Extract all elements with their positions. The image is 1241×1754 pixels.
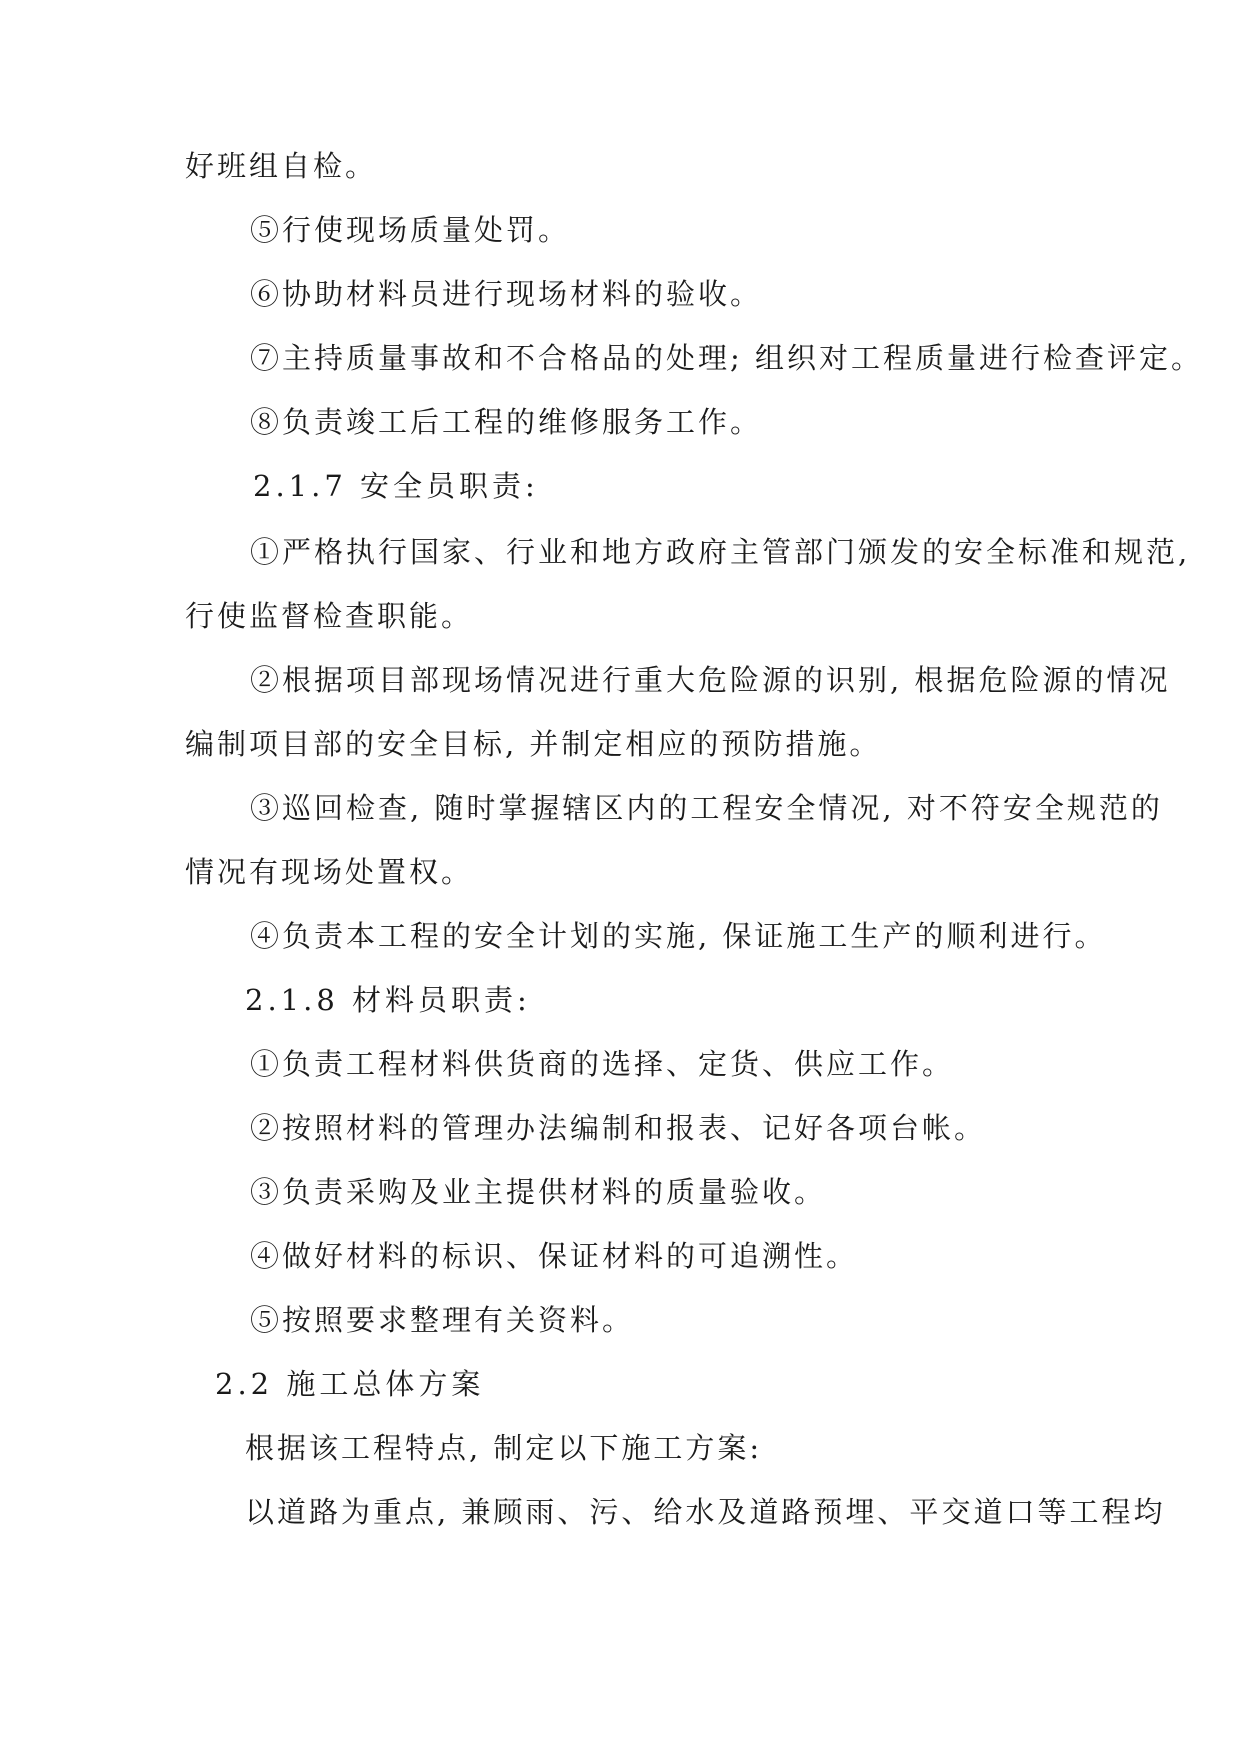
list-item: ⑤行使现场质量处罚。 [250, 213, 571, 247]
list-item: ⑤按照要求整理有关资料。 [250, 1303, 635, 1337]
list-item: ⑥协助材料员进行现场材料的验收。 [250, 277, 763, 311]
text-line: 行使监督检查职能。 [185, 599, 474, 633]
list-item: ③巡回检查, 随时掌握辖区内的工程安全情况, 对不符安全规范的 [250, 791, 1163, 825]
list-item: ①严格执行国家、行业和地方政府主管部门颁发的安全标准和规范, [250, 535, 1191, 569]
section-heading: 2.1.8 材料员职责: [245, 983, 531, 1017]
section-heading: 2.2 施工总体方案 [215, 1367, 485, 1401]
section-heading: 2.1.7 安全员职责: [253, 469, 539, 503]
list-item: ④负责本工程的安全计划的实施, 保证施工生产的顺利进行。 [250, 919, 1107, 953]
list-item: ③负责采购及业主提供材料的质量验收。 [250, 1175, 827, 1209]
list-item: ④做好材料的标识、保证材料的可追溯性。 [250, 1239, 859, 1273]
text-line: 情况有现场处置权。 [185, 855, 474, 889]
text-line: 好班组自检。 [185, 149, 378, 183]
text-line: 根据该工程特点, 制定以下施工方案: [245, 1431, 763, 1465]
list-item: ⑧负责竣工后工程的维修服务工作。 [250, 405, 763, 439]
list-item: ②根据项目部现场情况进行重大危险源的识别, 根据危险源的情况 [250, 663, 1171, 697]
list-item: ②按照材料的管理办法编制和报表、记好各项台帐。 [250, 1111, 987, 1145]
text-line: 编制项目部的安全目标, 并制定相应的预防措施。 [185, 727, 882, 761]
list-item: ①负责工程材料供货商的选择、定货、供应工作。 [250, 1047, 955, 1081]
list-item: ⑦主持质量事故和不合格品的处理; 组织对工程质量进行检查评定。 [250, 341, 1203, 375]
text-line: 以道路为重点, 兼顾雨、污、给水及道路预埋、平交道口等工程均 [245, 1495, 1166, 1529]
